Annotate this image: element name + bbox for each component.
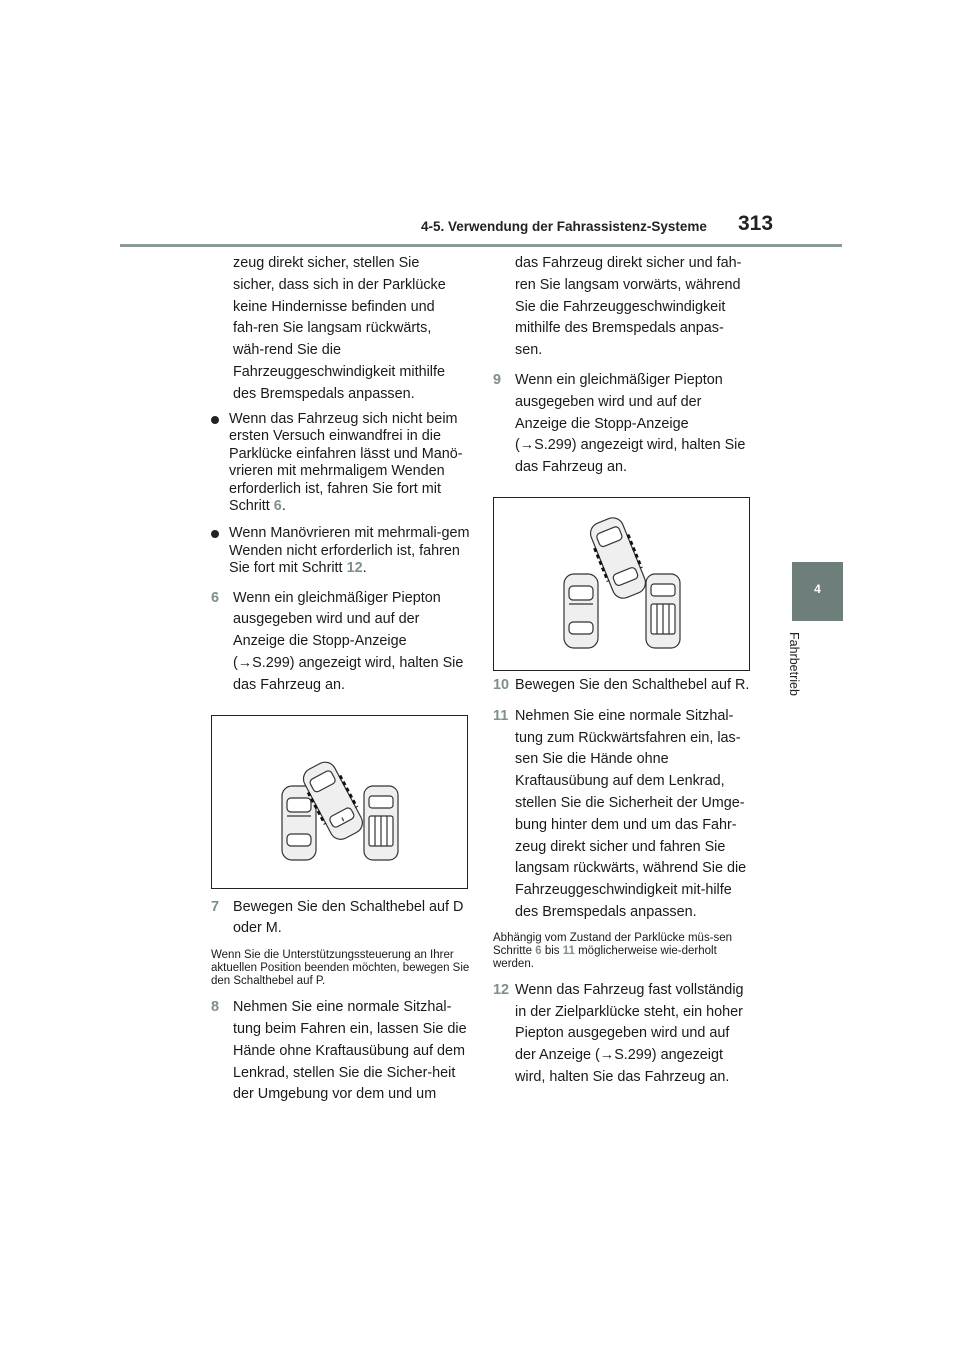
header-rule (120, 244, 842, 247)
bullet-dot-icon (211, 416, 219, 424)
step-number: 10 (493, 676, 510, 693)
chapter-tab-number: 4 (814, 582, 821, 596)
note-after: möglicherweise wie-derholt werden. (493, 944, 717, 970)
step-6 (211, 588, 471, 697)
bullet-text: Wenn Manövrieren mit mehrmali-gem Wenden nicht erforderlich ist, fahren Sie fort mit Schritt (229, 525, 470, 577)
right-continuation-text: das Fahrzeug direkt sicher und fah-ren Sie langsam vorwärts, während Sie die Fahrzeuggeschwindigkeit mithilfe des Bremspedals anpas-sen. (515, 255, 742, 359)
bullet-text: Wenn das Fahrzeug sich nicht beim ersten Versuch einwandfrei in die Parklücke einfahren lässt und Manö-vrieren mit mehrmaligem Wenden erforderlich ist, fahren Sie fort mit Schritt (229, 411, 463, 515)
step-reference[interactable]: 6 (535, 944, 542, 957)
step-number: 7 (211, 898, 220, 915)
bullet-item (211, 411, 471, 515)
step-number: 6 (211, 589, 220, 606)
note-text: Wenn Sie die Unterstützungssteuerung an Ihrer aktuellen Position beenden möchten, bewegen Sie den Schalthebel auf P. (211, 949, 470, 988)
step-number: 12 (493, 981, 510, 998)
step-number: 11 (493, 707, 509, 724)
step-text: Nehmen Sie eine normale Sitzhal-tung zum Rückwärtsfahren ein, las-sen Sie die Hände ohne Kraftausübung auf dem Lenkrad, stellen Sie die Sicherheit der Umge-bung hinter dem und um das Fahr-zeug direkt sicher und fahren Sie langsam rückwärts, während Sie die Fahrzeuggeschwindigkeit mit-hilfe des Bremspedals anpassen. (515, 707, 747, 920)
step-text: Wenn ein gleichmäßiger Piepton ausgegeben wird und auf der Anzeige die Stopp-Anzeige (→S.299) angezeigt wird, halten Sie das Fahrzeug an. (515, 371, 746, 476)
left-column (211, 253, 471, 1106)
chapter-tab-label (787, 632, 807, 752)
note-mid: bis (544, 944, 560, 957)
bullet-item (211, 525, 471, 577)
step-7 (211, 897, 471, 941)
bullet-dot-icon (211, 530, 219, 538)
bullet-end: . (362, 560, 367, 577)
step-text: Bewegen Sie den Schalthebel auf R. (515, 676, 750, 693)
right-column (493, 253, 753, 1089)
step-number: 9 (493, 371, 502, 388)
parking-illustration-forward (211, 715, 468, 889)
section-title: 4-5. Verwendung der Fahrassistenz-Systeme (421, 219, 707, 234)
step-9 (493, 370, 753, 479)
parking-illustration-reverse (493, 497, 750, 671)
note-before: Abhängig vom Zustand der Parklücke müs-sen Schritte (493, 931, 733, 957)
bullet-end: . (281, 498, 286, 515)
parking-cars-icon (494, 498, 749, 670)
step-reference[interactable]: 6 (273, 498, 282, 515)
step-reference[interactable]: 12 (346, 560, 363, 577)
step-number: 8 (211, 999, 220, 1016)
step-12 (493, 980, 753, 1089)
step-text: Bewegen Sie den Schalthebel auf D oder M. (233, 898, 464, 937)
parked-car-left-icon (282, 786, 316, 860)
step-10 (493, 675, 753, 697)
step-text: Wenn das Fahrzeug fast vollständig in der Zielparklücke steht, ein hoher Piepton ausgegeben wird und auf der Anzeige (→S.299) angezeigt wird, halten Sie das Fahrzeug an. (515, 981, 744, 1085)
parked-car-right-icon (364, 786, 398, 860)
step-text: Nehmen Sie eine normale Sitzhal-tung beim Fahren ein, lassen Sie die Hände ohne Kraftausübung auf dem Lenkrad, stellen Sie die Sicher-heit der Umgebung vor dem und um (233, 999, 467, 1103)
note-text (493, 932, 753, 971)
step-text: Wenn ein gleichmäßiger Piepton ausgegeben wird und auf der Anzeige die Stopp-Anzeige (→S.299) angezeigt wird, halten Sie das Fahrzeug an. (233, 589, 464, 693)
chapter-tab-label-text: Fahrbetrieb (787, 632, 801, 696)
parked-car-right-icon (646, 574, 680, 648)
step-reference[interactable]: 11 (562, 944, 575, 957)
step-11 (493, 706, 753, 924)
step-8 (211, 997, 471, 1106)
page-header (0, 0, 960, 250)
parked-car-left-icon (564, 574, 598, 648)
page-number: 313 (738, 212, 774, 235)
left-continuation-text: zeug direkt sicher, stellen Sie sicher, dass sich in der Parklücke keine Hindernisse befinden und fah-ren Sie langsam rückwärts, wäh-rend Sie die Fahrzeuggeschwindigkeit mithilfe des Bremspedals anpassen. (233, 255, 446, 402)
parking-cars-icon (212, 716, 467, 888)
